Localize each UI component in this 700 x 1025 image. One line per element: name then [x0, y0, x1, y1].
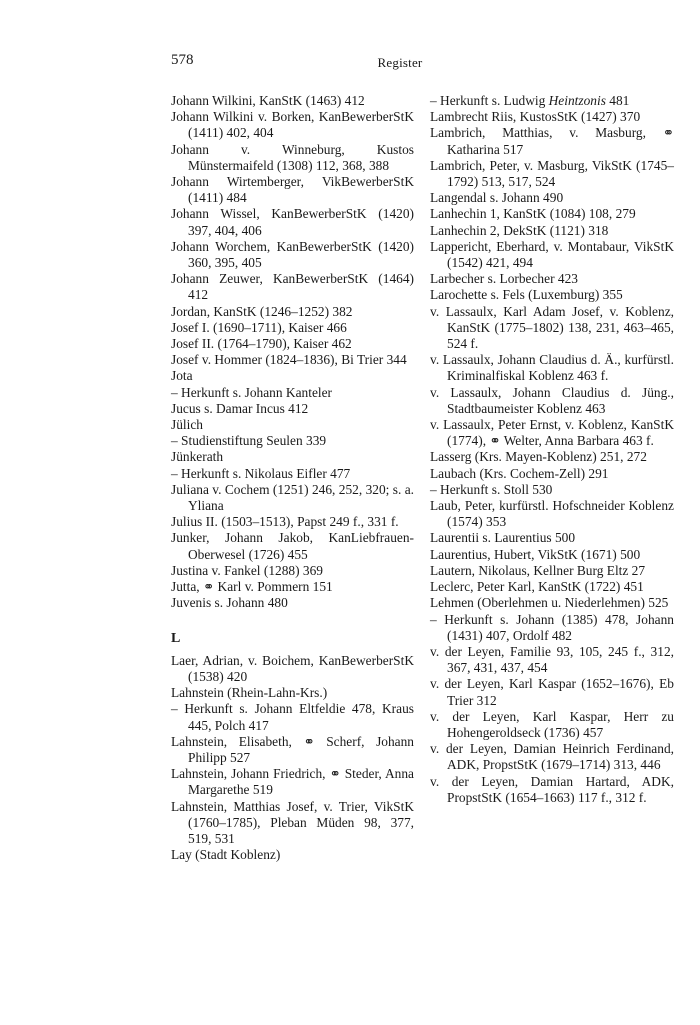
index-entry: – Herkunft s. Johann (1385) 478, Johann (1431) 407, Ordolf 482 — [430, 611, 674, 643]
index-entries-right — [430, 109, 674, 806]
index-entry: Justina v. Fankel (1288) 369 — [171, 562, 323, 578]
index-entry: Jünkerath — [171, 449, 224, 465]
index-entry: Jucus s. Damar Incus 412 — [171, 400, 309, 416]
index-entry: – Herkunft s. Stoll 530 — [430, 481, 553, 497]
index-entry: Lasserg (Krs. Mayen-Koblenz) 251, 272 — [430, 449, 647, 465]
index-entry: v. Lassaulx, Johann Claudius d. Jüng., Stadtbaumeister Koblenz 463 — [430, 384, 674, 416]
index-entry: Lehmen (Oberlehmen u. Niederlehmen) 525 — [430, 595, 669, 611]
index-entry: Lahnstein, Matthias Josef, v. Trier, VikStK (1760–1785), Pleban Müden 98, 377, 519, 531 — [171, 798, 414, 846]
letter-heading: L — [171, 630, 181, 646]
index-entry: Johann Wissel, KanBewerberStK (1420) 397, 404, 406 — [171, 206, 414, 238]
index-entry: Johann Wilkini, KanStK (1463) 412 — [171, 93, 365, 108]
index-entry: v. der Leyen, Damian Hartard, ADK, PropstStK (1654–1663) 117 f., 312 f. — [430, 773, 674, 805]
index-entry: Lanhechin 1, KanStK (1084) 108, 279 — [430, 206, 636, 222]
index-entry: v. der Leyen, Familie 93, 105, 245 f., 312, 367, 431, 437, 454 — [430, 643, 674, 676]
index-entry: – Studienstiftung Seulen 339 — [171, 433, 327, 449]
index-entry: Junker, Johann Jakob, KanLiebfrauen-Oberwesel (1726) 455 — [171, 530, 414, 562]
index-entry: Lambrecht Riis, KustosStK (1427) 370 — [430, 109, 641, 125]
index-entries-j — [171, 93, 414, 612]
index-entry: Laurentius, Hubert, VikStK (1671) 500 — [430, 546, 641, 562]
index-entry: Josef I. (1690–1711), Kaiser 466 — [171, 319, 347, 335]
index-entry: v. der Leyen, Karl Kaspar (1652–1676), Eb Trier 312 — [430, 676, 674, 708]
index-entry: v. Lassaulx, Johann Claudius d. Ä., kurfürstl. Kriminalfiskal Koblenz 463 f. — [430, 352, 674, 384]
index-entry: Lambrich, Matthias, v. Masburg, ⚭ Katharina 517 — [430, 125, 674, 157]
index-entry: Johann Wirtemberger, VikBewerberStK (1411) 484 — [171, 174, 414, 206]
index-entries-l — [171, 653, 414, 864]
index-entry: Jutta, ⚭ Karl v. Pommern 151 — [171, 579, 333, 595]
index-entry: Johann Worchem, KanBewerberStK (1420) 360, 395, 405 — [171, 238, 414, 271]
index-entry: Jülich — [171, 417, 203, 433]
index-entry: v. Lassaulx, Karl Adam Josef, v. Koblenz, KanStK (1775–1802) 138, 231, 463–465, 524 f. — [430, 303, 674, 352]
index-entry: v. der Leyen, Damian Heinrich Ferdinand, ADK, PropstStK (1679–1714) 313, 446 — [430, 741, 674, 773]
index-entry-heintzonis: – Herkunft s. Ludwig Heintzonis 481 — [430, 93, 630, 108]
index-entry: Johann Wilkini v. Borken, KanBewerberStK (1411) 402, 404 — [171, 109, 414, 141]
index-column-right — [430, 93, 674, 806]
index-entry: Johann Zeuwer, KanBewerberStK (1464) 412 — [171, 271, 414, 303]
index-entry: v. Lassaulx, Peter Ernst, v. Koblenz, KanStK (1774), ⚭ Welter, Anna Barbara 463 f. — [430, 417, 674, 449]
index-entry: Josef II. (1764–1790), Kaiser 462 — [171, 336, 352, 352]
index-entry: Leclerc, Peter Karl, KanStK (1722) 451 — [430, 579, 644, 595]
page-number: 578 — [171, 52, 194, 68]
index-entry: Langendal s. Johann 490 — [430, 190, 564, 206]
index-entry: Laurentii s. Laurentius 500 — [430, 530, 576, 546]
running-head: Register — [377, 55, 423, 70]
index-entry: Juliana v. Cochem (1251) 246, 252, 320; s. a. Yliana — [171, 481, 414, 514]
index-entry: Larochette s. Fels (Luxemburg) 355 — [430, 287, 623, 303]
index-entry: – Herkunft s. Nikolaus Eifler 477 — [171, 465, 351, 481]
index-entry: Lahnstein, Elisabeth, ⚭ Scherf, Johann Philipp 527 — [171, 733, 414, 765]
index-entry: Lahnstein (Rhein-Lahn-Krs.) — [171, 685, 328, 701]
index-entry: Laub, Peter, kurfürstl. Hofschneider Koblenz (1574) 353 — [430, 498, 674, 530]
index-entry: Josef v. Hommer (1824–1836), Bi Trier 344 — [171, 352, 407, 368]
index-entry: Juvenis s. Johann 480 — [171, 595, 288, 611]
index-entry: v. der Leyen, Karl Kaspar, Herr zu Hohengeroldseck (1736) 457 — [430, 708, 674, 740]
index-entry: Julius II. (1503–1513), Papst 249 f., 331 f. — [171, 514, 399, 530]
index-entry: Jota — [171, 368, 193, 384]
index-entry: Johann v. Winneburg, Kustos Münstermaifeld (1308) 112, 368, 388 — [171, 141, 414, 173]
index-entry: Jordan, KanStK (1246–1252) 382 — [171, 303, 353, 319]
index-entry: Laubach (Krs. Cochem-Zell) 291 — [430, 465, 609, 481]
index-entry: Lahnstein, Johann Friedrich, ⚭ Steder, Anna Margarethe 519 — [171, 766, 414, 798]
index-entry: Lambrich, Peter, v. Masburg, VikStK (1745–1792) 513, 517, 524 — [430, 157, 674, 190]
index-entry: Laer, Adrian, v. Boichem, KanBewerberStK (1538) 420 — [171, 652, 414, 684]
index-column-left — [171, 93, 414, 863]
index-entry: Lanhechin 2, DekStK (1121) 318 — [430, 222, 609, 238]
index-entry: Larbecher s. Lorbecher 423 — [430, 271, 578, 287]
index-entry: Lautern, Nikolaus, Kellner Burg Eltz 27 — [430, 562, 646, 578]
index-entry: Lay (Stadt Koblenz) — [171, 847, 281, 863]
index-entry: – Herkunft s. Johann Kanteler — [171, 384, 333, 400]
index-entry: Lappericht, Eberhard, v. Montabaur, VikStK (1542) 421, 494 — [430, 238, 674, 271]
index-entry: – Herkunft s. Johann Eltfeldie 478, Kraus 445, Polch 417 — [171, 701, 414, 733]
